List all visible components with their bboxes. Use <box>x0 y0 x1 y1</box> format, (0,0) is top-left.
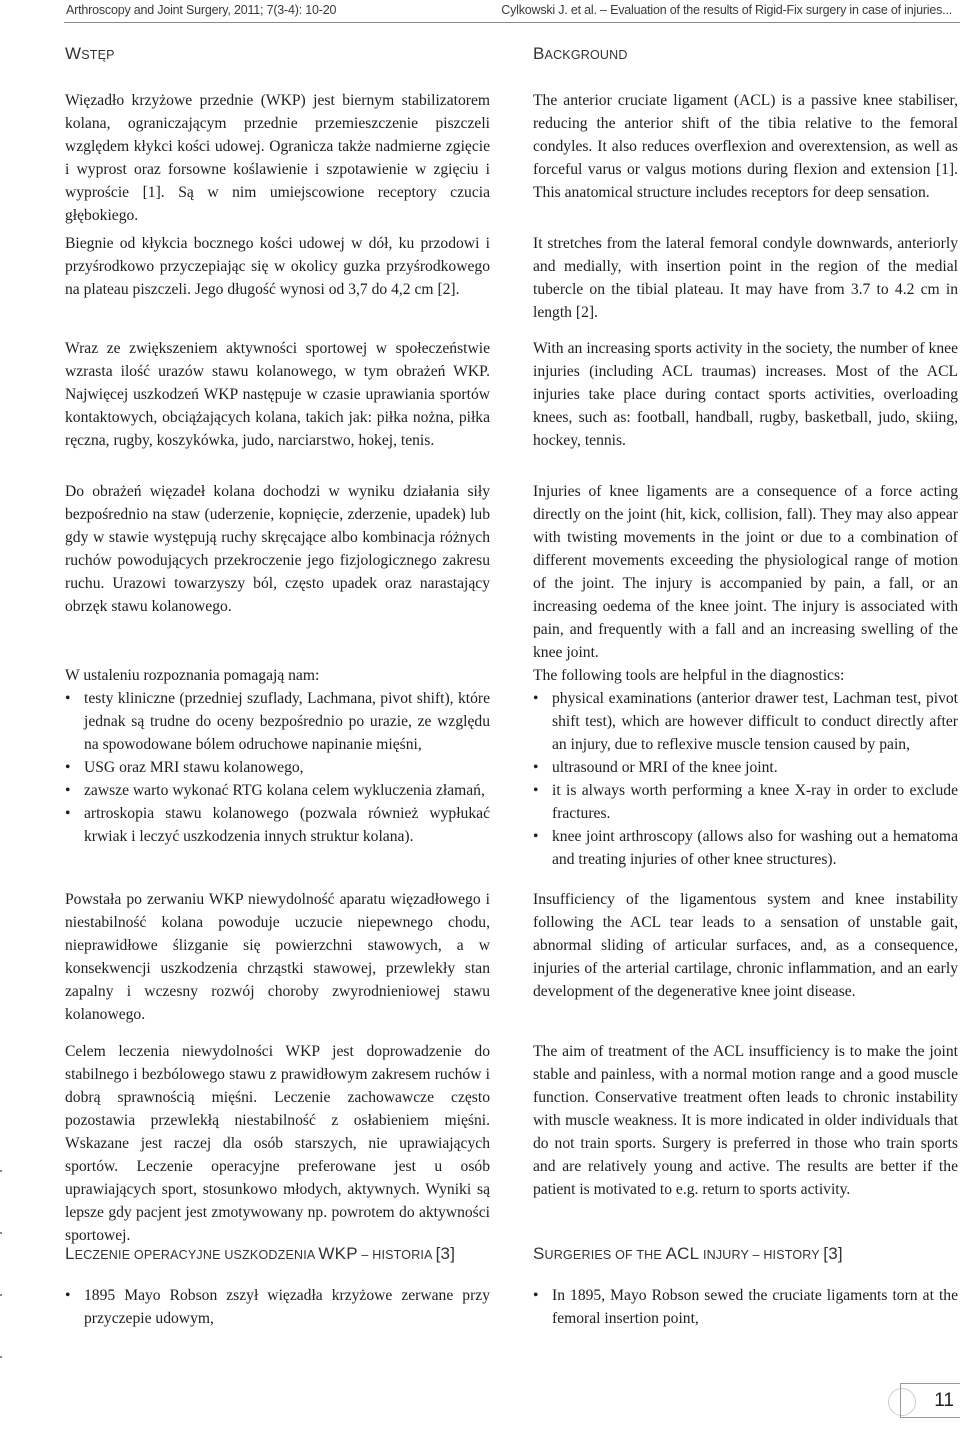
paragraph-pl-6: Powstała po zerwaniu WKP niewydolność aparatu więzadłowego i niestabilność kolana powoduje uczucie niepewnego chodu, nieprawidłowe ślizganie się powierzchni stawowych, a w konsekwencji uszkodzenia chrząstki stawowej, przewlekły stan zapalny i wczesny rozwój choroby zwyrodnieniowej stawu kolanowego. <box>65 891 490 1023</box>
margin-marks <box>0 1170 3 1418</box>
paragraph-pl-1: Więzadło krzyżowe przednie (WKP) jest biernym stabilizatorem kolana, ograniczającym przednie przemieszczenie piszczeli względem kłykci kości udowej. Ogranicza także nadmierne zgięcie i wyprost oraz forsowne koślawienie i szpotawienie w zgięciu i wyproście [1]. Są w nim umiejscowione receptory czucia głębokiego. <box>65 92 490 224</box>
diagnosis-block-en <box>533 664 958 871</box>
paragraph-en-2: It stretches from the lateral femoral condyle downwards, anteriorly and medially, with insertion point in the region of the medial tubercle on the tibial plateau. It may have from 3.7 to 4.2 cm in length [2]. <box>533 235 958 321</box>
diagnosis-list-pl <box>65 687 490 848</box>
paragraph-en-7: The aim of treatment of the ACL insufficiency is to make the joint stable and painless, with a normal motion range and a good muscle function. Conservative treatment often leads to chronic instability with muscle weakness. It is more indicated in older individuals that do not train sports. Surgery is preferred in those who train sports and are relatively young and active. The results are better if the patient is motivated to e.g. return to sports activity. <box>533 1043 958 1198</box>
list-item: • In 1895, Mayo Robson sewed the cruciate ligaments torn at the femoral insertion point, <box>533 1284 958 1330</box>
diagnosis-intro-pl: W ustaleniu rozpoznania pomagają nam: <box>65 667 320 684</box>
section-title-background: BACKGROUND <box>533 44 628 63</box>
paragraph-pl-4: Do obrażeń więzadeł kolana dochodzi w wyniku działania siły bezpośrednio na staw (uderzenie, kopnięcie, zderzenie, upadek) lub gdy w stawie występują ruchy skręcające albo kombinacja różnych ruchów powodujących przekroczenie jego fizjologicznego zakresu ruchu. Urazowi towarzyszy ból, często upadek oraz narastający obrzęk stawu kolanowego. <box>65 483 490 615</box>
list-item: • it is always worth performing a knee X-ray in order to exclude fractures. <box>533 779 958 825</box>
diagnosis-list-en <box>533 687 958 871</box>
paragraph-pl-2: Biegnie od kłykcia bocznego kości udowej w dół, ku przodowi i przyśrodkowo przyczepiając się w okolicy guzka przyśrodkowego na plateau piszczeli. Jego długość wynosi od 3,7 do 4,2 cm [2]. <box>65 235 490 298</box>
history-list-en <box>533 1284 958 1330</box>
paragraph-pl-7: Celem leczenia niewydolności WKP jest doprowadzenie do stabilnego i bezbólowego stawu z prawidłowym zakresem ruchów i dobrą sprawnością mięśni. Leczenie zachowawcze często pozostawia przewlekłą niestabilność z osłabieniem mięśni. Wskazane jest raczej dla osób starszych, nie uprawiających sportów. Leczenie operacyjne preferowane jest u osób uprawiających sport, stosunkowo młodych, aktywnych. Wyniki są lepsze gdy pacjent jest zmotywowany np. powrotem do aktywności sportowej. <box>65 1043 490 1244</box>
paragraph-pl-3: Wraz ze zwiększeniem aktywności sportowej w społeczeństwie wzrasta ilość urazów stawu kolanowego, w tym obrażeń WKP. Najwięcej uszkodzeń WKP następuje w czasie uprawiania sportów kontaktowych, obciążających kolana, takich jak: piłka nożna, piłka ręczna, rugby, koszykówka, judo, narciarstwo, hokej, tenis. <box>65 340 490 449</box>
list-item: • 1895 Mayo Robson zszył więzadła krzyżowe zerwane przy przyczepie udowym, <box>65 1284 490 1330</box>
paragraph-en-1: The anterior cruciate ligament (ACL) is a passive knee stabiliser, reducing the anterior shift of the tibia relative to the femoral condyles. It also reduces overflexion and overextension, as well as forceful varus or valgus motions during flexion and extension [1]. This anatomical structure includes receptors for deep sensation. <box>533 92 958 201</box>
section-title-leczenie: LECZENIE OPERACYJNE USZKODZENIA WKP – HISTORIA [3] <box>65 1244 456 1263</box>
diagnosis-block-pl <box>65 664 490 848</box>
polish-column <box>65 44 490 1327</box>
english-column <box>533 44 958 1327</box>
list-item: • artroskopia stawu kolanowego (pozwala również wypłukać krwiak i leczyć uszkodzenia innych struktur kolana). <box>65 802 490 848</box>
history-list-pl <box>65 1284 490 1330</box>
running-header <box>0 0 960 26</box>
list-item: • physical examinations (anterior drawer test, Lachman test, pivot shift test), which are however difficult to conduct directly after an injury, due to reflexive muscle tension caused by pain, <box>533 687 958 756</box>
list-item: • ultrasound or MRI of the knee joint. <box>533 756 958 779</box>
list-item: • knee joint arthroscopy (allows also for washing out a hematoma and treating injuries of other knee structures). <box>533 825 958 871</box>
list-item: • USG oraz MRI stawu kolanowego, <box>65 756 490 779</box>
section-title-surgeries: SURGERIES OF THE ACL INJURY – HISTORY [3] <box>533 1244 843 1263</box>
paragraph-en-3: With an increasing sports activity in the society, the number of knee injuries (including ACL traumas) increases. Most of the ACL injuries take place during contact sports activities, overloading knees, such as: football, handball, rugby, basketball, judo, skiing, hockey, tennis. <box>533 340 958 449</box>
paragraph-en-6: Insufficiency of the ligamentous system and knee instability following the ACL tear leads to a sensation of unstable gait, abnormal sliding of articular surfaces, and, as a consequence, injuries of the arterial cartilage, chronic inflammation, and an early development of the degenerative knee joint disease. <box>533 891 958 1000</box>
list-item: • zawsze warto wykonać RTG kolana celem wykluczenia złamań, <box>65 779 490 802</box>
diagnosis-intro-en: The following tools are helpful in the diagnostics: <box>533 667 845 684</box>
header-rule <box>64 22 960 23</box>
page-number: 11 <box>900 1383 960 1418</box>
list-item: • testy kliniczne (przedniej szuflady, Lachmana, pivot shift), które jednak są trudne do oceny bezpośrednio po urazie, ze względu na spowodowane bólem odruchowe napinanie mięśni, <box>65 687 490 756</box>
journal-citation: Arthroscopy and Joint Surgery, 2011; 7(3-4): 10-20 <box>66 3 337 17</box>
section-title-wstep: WSTĘP <box>65 44 115 63</box>
article-short-title: Cylkowski J. et al. – Evaluation of the results of Rigid-Fix surgery in case of injuries... <box>501 3 952 17</box>
paragraph-en-4: Injuries of knee ligaments are a consequence of a force acting directly on the joint (hit, kick, collision, fall). They may also appear with twisting movements in the joint or due to a combination of different movements exceeding the physiological range of motion of the joint. The injury is accompanied by pain, a fall, or an increasing oedema of the knee joint. The injury is associated with pain, and frequently with a fall and an increasing swelling of the knee joint. <box>533 483 958 661</box>
